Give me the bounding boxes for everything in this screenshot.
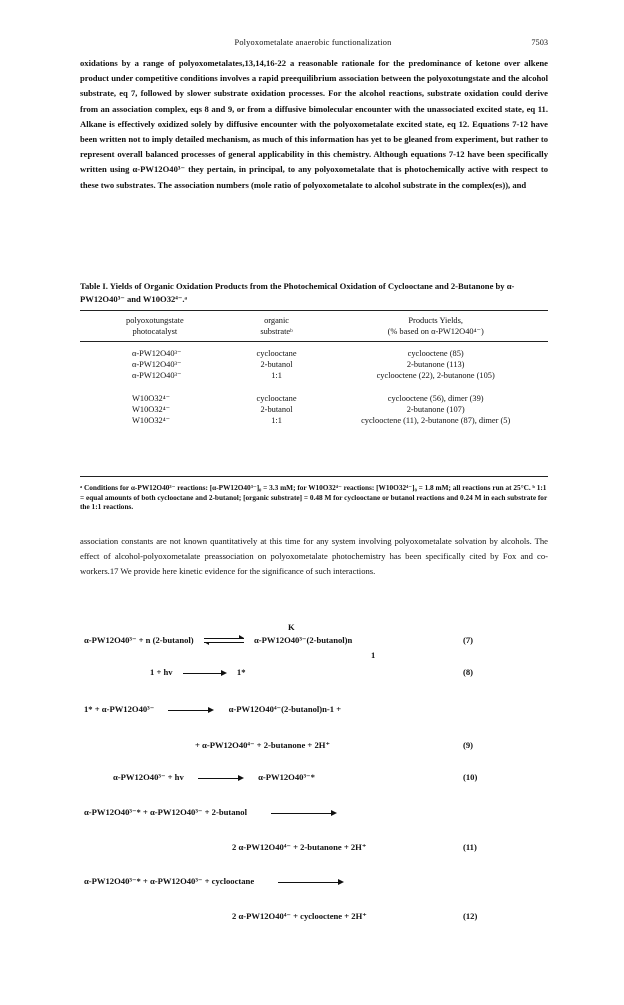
eq8-right: 1*: [236, 667, 246, 677]
eq10-right: α-PW12O40³⁻*: [258, 772, 315, 782]
table-bottom-rule: [80, 476, 548, 477]
eq9-right: α-PW12O40⁴⁻(2-butanol)n-1 +: [228, 704, 342, 714]
eq9-line1: [84, 704, 341, 715]
eq12-line1: [84, 876, 344, 887]
eq7-k-label: K: [288, 622, 295, 632]
eq12-reactants: α-PW12O40³⁻* + α-PW12O40³⁻ + cyclooctane: [84, 876, 255, 886]
arrow-right-icon: [278, 878, 344, 886]
eq11-number: (11): [463, 842, 477, 852]
eq7-number: (7): [463, 635, 474, 645]
eq12-line2: 2 α-PW12O40⁴⁻ + cyclooctene + 2H⁺: [232, 911, 367, 921]
eq8: [150, 667, 245, 677]
arrow-right-icon: [198, 774, 244, 782]
eq8-left: 1 + hv: [150, 667, 173, 677]
running-title: Polyoxometalate anaerobic functionalization: [234, 38, 392, 47]
table-row: α-PW12O40³⁻ cyclooctane cyclooctene (85): [132, 349, 464, 358]
table-header-row: [80, 311, 548, 342]
eq9-line2: + α-PW12O40⁴⁻ + 2-butanone + 2H⁺: [195, 740, 330, 750]
eq9-left: 1* + α-PW12O40³⁻: [84, 704, 155, 714]
arrow-right-icon: [271, 809, 337, 817]
col-header-catalyst: polyoxotungstate photocatalyst: [126, 316, 184, 336]
table-row: α-PW12O40³⁻ 1:1 cyclooctene (22), 2-butanone (105): [132, 371, 495, 380]
eq7-left: α-PW12O40³⁻ + n (2-butanol): [84, 635, 194, 645]
eq11-line1: [84, 807, 337, 818]
table-row: α-PW12O40³⁻ 2-butanol 2-butanone (113): [132, 360, 465, 369]
eq10-number: (10): [463, 772, 478, 782]
table-row: W10O32⁴⁻ 1:1 cyclooctene (11), 2-butanone (87), dimer (5): [132, 416, 511, 425]
eq7: [84, 635, 352, 646]
eq8-number: (8): [463, 667, 474, 677]
arrow-right-icon: [183, 669, 227, 677]
yields-table: [80, 310, 548, 426]
table-row: W10O32⁴⁻ 2-butanol 2-butanone (107): [132, 405, 465, 414]
col-header-substrate: organic substrateᵇ: [260, 316, 293, 336]
eq7-under: 1: [371, 650, 376, 660]
eq10-left: α-PW12O40³⁻ + hv: [113, 772, 184, 782]
eq9-number: (9): [463, 740, 474, 750]
arrow-right-icon: [168, 706, 214, 714]
table-caption: Table I. Yields of Organic Oxidation Products from the Photochemical Oxidation of Cyclooctane and 2-Butanone by α-PW12O40³⁻ and W10O32⁴⁻.ᵃ: [80, 281, 515, 304]
table-footnote: ᵃ Conditions for α-PW12O40³⁻ reactions: [α-PW12O40³⁻]₀ = 3.3 mM; for W10O32⁴⁻ reactions: [W10O32⁴⁻]₀ = 1.8 mM; all reactions run at 25°C. ᵇ 1:1 = equal amounts of both cyclooctane and 2-butanol; [organic substrate] = 0.48 M for cyclooctane or butanol reactions and 0.24 M in each substrate for the 1:1 reactions.: [80, 483, 548, 511]
paragraph-1: oxidations by a range of polyoxometalates,13,14,16-22 a reasonable rationale for the predominance of ketone over alkene product under competitive conditions involves a rapid preequilibrium association between the polyoxotungstate and the alcohol substrate, eq 7, followed by slower substrate oxidation processes. For the alcohol reactions, substrate oxidation could derive from an association complex, eqs 8 and 9, or from a diffusive bimolecular encounter with the unassociated excited state, eq 11. Alkane is effectively oxidized solely by diffusive encounter with the polyoxometalate excited state, eq 12. Equations 7-12 have been written not to imply detailed mechanism, as much of this information has yet to be gleaned from experiment, but rather to represent overall balanced processes of general applicability in this chemistry. Although equations 7-12 have been specifically written using α-PW12O40³⁻ they pertain, in principal, to any polyoxometalate that is photochemically active with respect to these two substrates. The association numbers (mole ratio of polyoxometalate to alcohol substrate in the complex(es)), and: [80, 58, 548, 190]
eq11-reactants: α-PW12O40³⁻* + α-PW12O40³⁻ + 2-butanol: [84, 807, 247, 817]
eq10: [113, 772, 315, 783]
equilibrium-arrow-icon: [204, 636, 244, 646]
table-row: W10O32⁴⁻ cyclooctane cyclooctene (56), dimer (39): [132, 394, 484, 403]
eq11-line2: 2 α-PW12O40⁴⁻ + 2-butanone + 2H⁺: [232, 842, 367, 852]
paragraph-2: association constants are not known quantitatively at this time for any system involving polyoxometalate solvation by alcohols. The effect of alcohol-polyoxometalate preassociation on polyoxometalate photochemistry has been specifically cited by Fox and co-workers.17 We provide here kinetic evidence for the significance of such interactions.: [80, 536, 548, 577]
eq12-number: (12): [463, 911, 478, 921]
col-header-yields: Products Yields, (% based on α-PW12O40⁴⁻): [387, 316, 484, 336]
page-number: 7503: [531, 38, 548, 47]
eq7-right: α-PW12O40³⁻(2-butanol)n: [253, 635, 353, 645]
